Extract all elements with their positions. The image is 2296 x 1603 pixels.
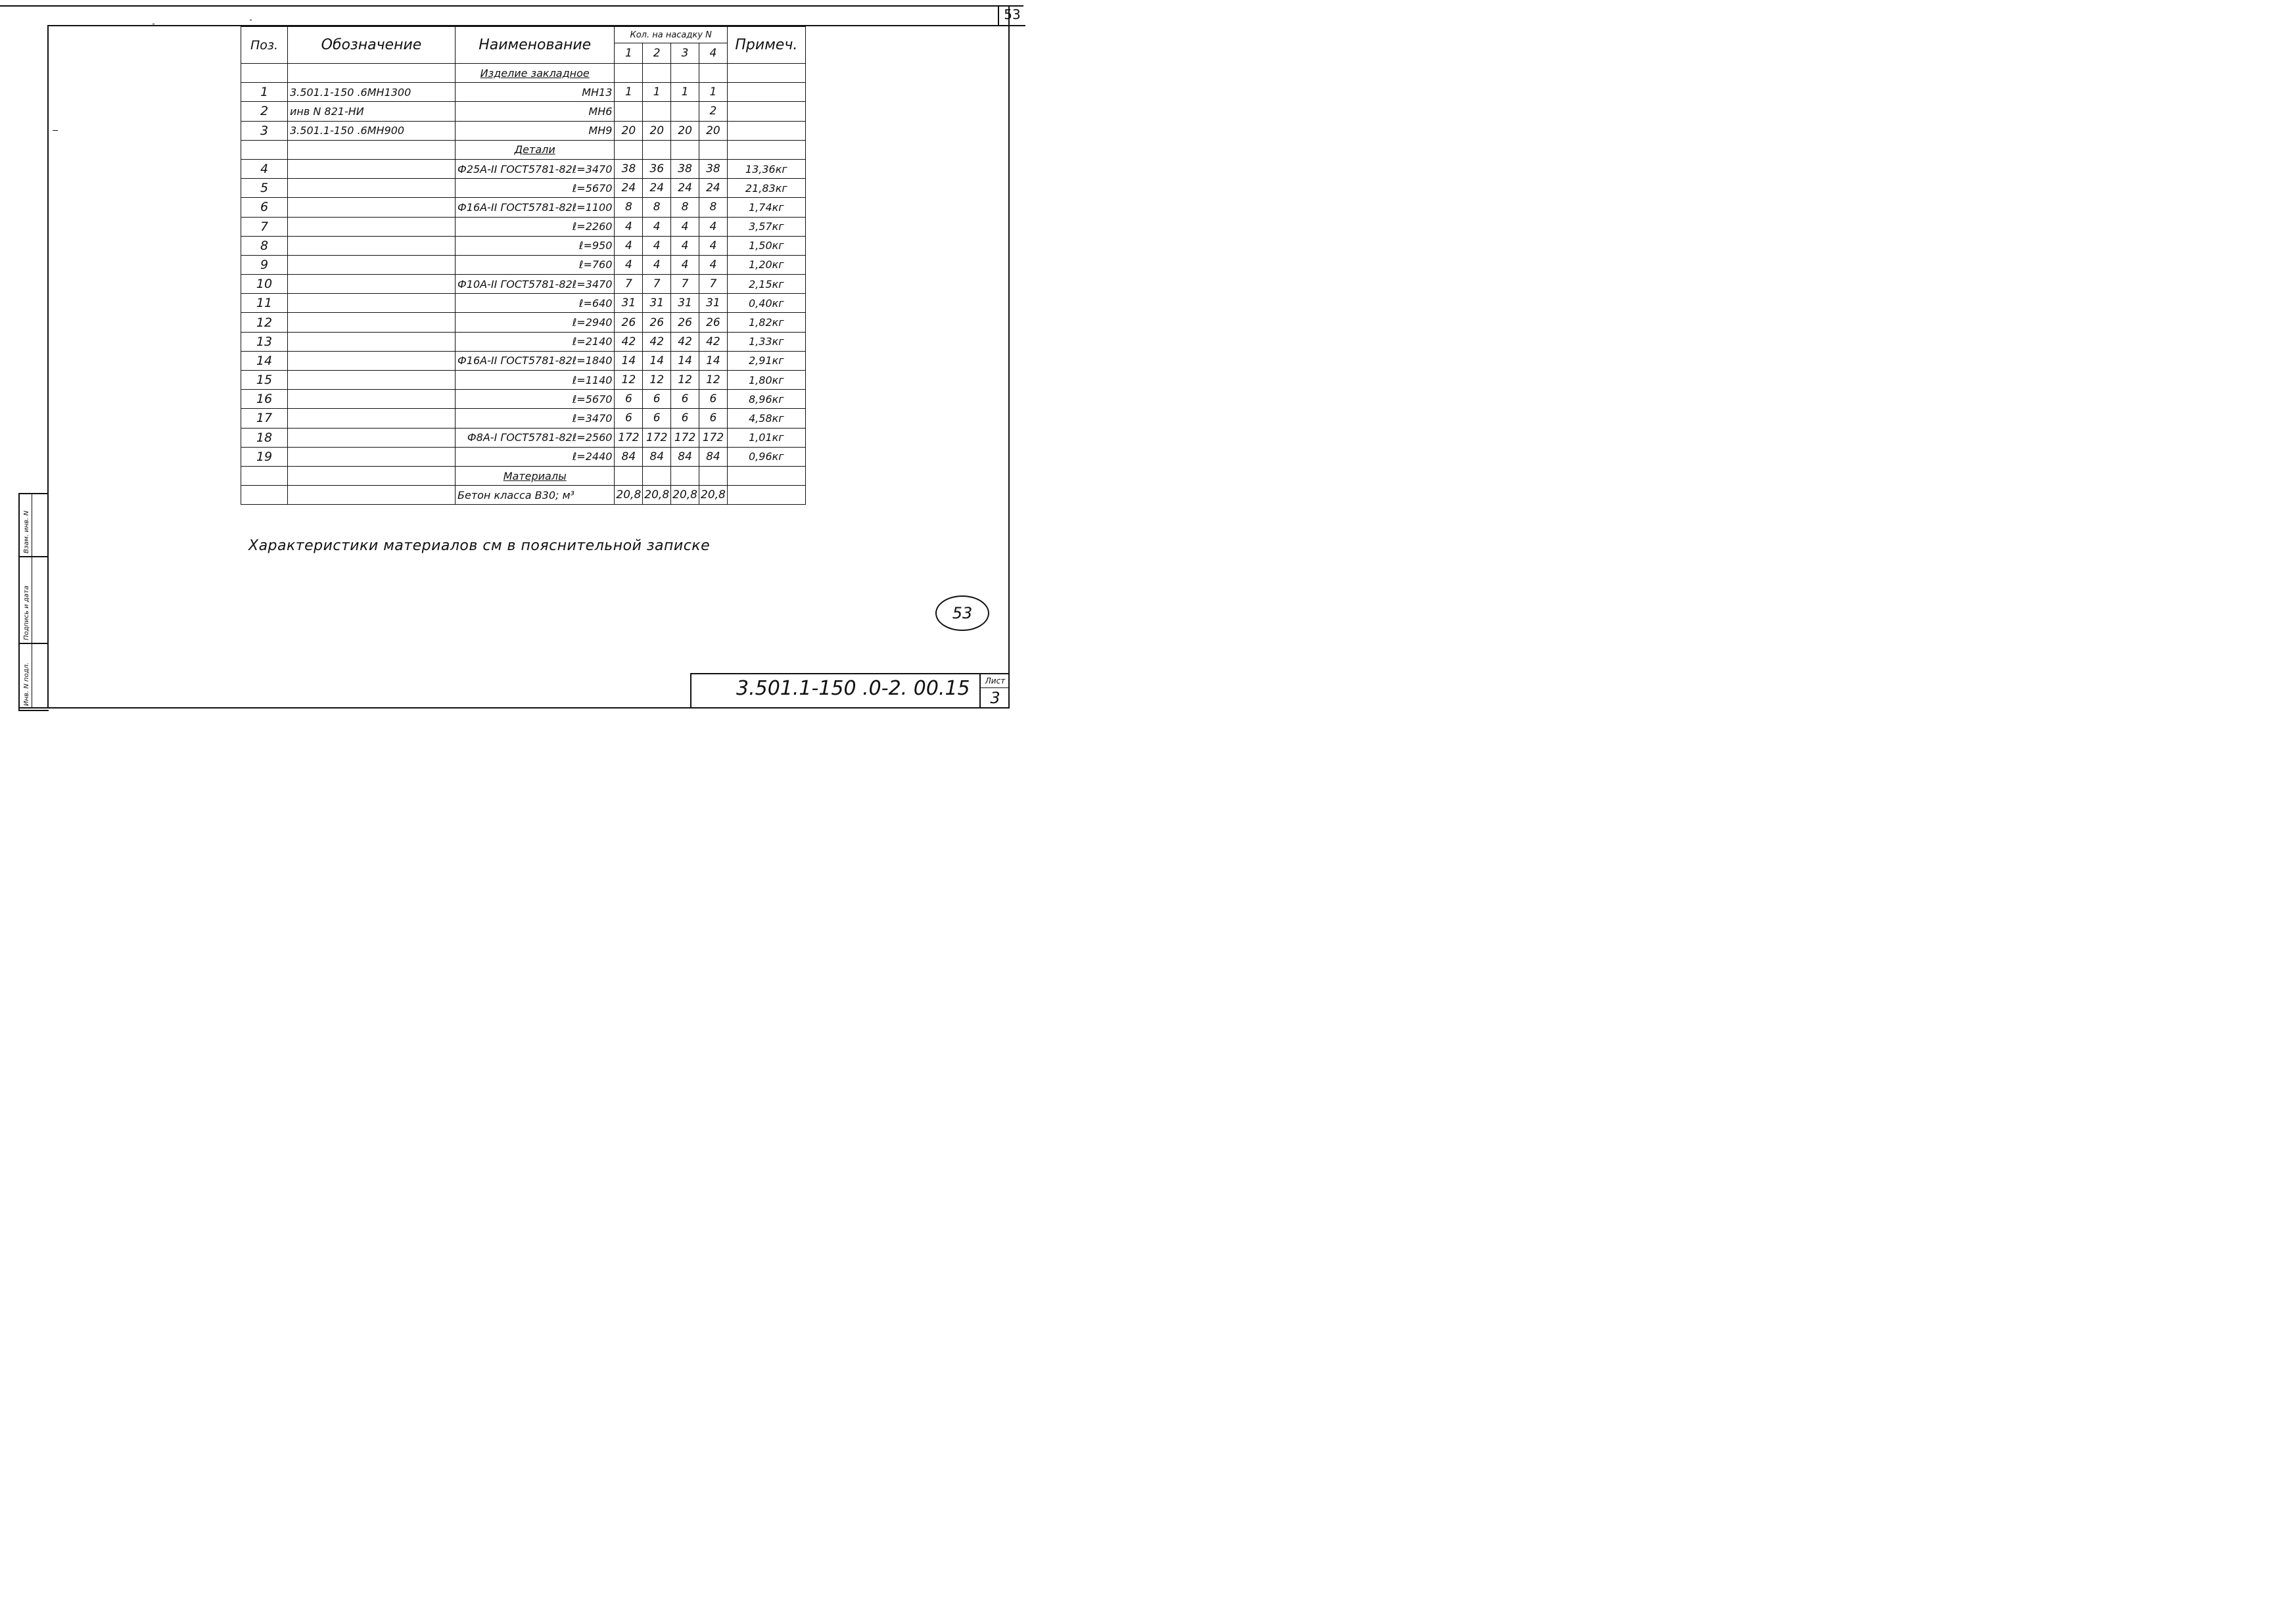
cell-qty: 42 — [699, 332, 728, 351]
cell-pos: 19 — [241, 447, 288, 466]
cell-name: ℓ=1140 — [456, 371, 615, 390]
cell-designation — [288, 217, 456, 236]
cell-designation — [288, 428, 456, 447]
table-row — [241, 64, 806, 83]
cell-name: ℓ=3470 — [456, 409, 615, 428]
cell-qty: 84 — [615, 447, 643, 466]
cell-pos: 7 — [241, 217, 288, 236]
cell-qty — [615, 140, 643, 159]
page-number: 53 — [998, 5, 1025, 26]
table-row — [241, 313, 806, 332]
cell-qty: 12 — [615, 371, 643, 390]
cell-note: 0,96кг — [727, 447, 805, 466]
cell-name: Ф16А-II ГОСТ5781-82ℓ=1840 — [456, 351, 615, 370]
cell-designation — [288, 390, 456, 409]
cell-pos: 11 — [241, 294, 288, 313]
cell-qty: 172 — [643, 428, 671, 447]
cell-qty: 38 — [671, 159, 699, 178]
cell-qty: 4 — [671, 217, 699, 236]
cell-note: 3,57кг — [727, 217, 805, 236]
cell-qty: 20 — [671, 121, 699, 140]
cell-qty — [671, 466, 699, 485]
cell-qty: 4 — [671, 236, 699, 255]
cell-note: 13,36кг — [727, 159, 805, 178]
cell-qty: 36 — [643, 159, 671, 178]
cell-qty: 84 — [699, 447, 728, 466]
cell-qty: 20,8 — [615, 486, 643, 505]
cell-pos — [241, 466, 288, 485]
cell-name: ℓ=950 — [456, 236, 615, 255]
cell-qty: 6 — [615, 409, 643, 428]
table-row — [241, 466, 806, 485]
cell-pos: 16 — [241, 390, 288, 409]
cell-name: МН6 — [456, 102, 615, 121]
cell-qty: 4 — [643, 255, 671, 274]
table-row — [241, 198, 806, 217]
cell-qty: 31 — [615, 294, 643, 313]
cell-qty: 4 — [699, 236, 728, 255]
cell-pos: 9 — [241, 255, 288, 274]
cell-qty: 4 — [699, 255, 728, 274]
cell-pos: 1 — [241, 83, 288, 102]
cell-qty — [643, 64, 671, 83]
table-row — [241, 332, 806, 351]
cell-qty: 38 — [699, 159, 728, 178]
side-stamp — [18, 493, 49, 711]
cell-name: ℓ=5670 — [456, 179, 615, 198]
cell-qty — [615, 466, 643, 485]
cell-qty: 4 — [615, 217, 643, 236]
cell-qty: 4 — [643, 217, 671, 236]
header-designation: Обозначение — [288, 27, 456, 64]
cell-qty: 172 — [699, 428, 728, 447]
cell-name: Материалы — [456, 466, 615, 485]
cell-note: 1,33кг — [727, 332, 805, 351]
cell-qty: 172 — [615, 428, 643, 447]
cell-designation — [288, 466, 456, 485]
cell-qty: 26 — [671, 313, 699, 332]
cell-name: МН13 — [456, 83, 615, 102]
cell-qty — [699, 140, 728, 159]
cell-pos — [241, 64, 288, 83]
cell-qty: 14 — [615, 351, 643, 370]
sheet-number: 3 — [990, 689, 1000, 707]
cell-designation — [288, 332, 456, 351]
cell-pos: 15 — [241, 371, 288, 390]
cell-qty: 42 — [671, 332, 699, 351]
cell-qty: 12 — [671, 371, 699, 390]
cell-note: 2,15кг — [727, 275, 805, 294]
side-stamp-label: Инв. N подл. — [23, 662, 30, 706]
cell-pos — [241, 140, 288, 159]
cell-qty: 14 — [643, 351, 671, 370]
table-row — [241, 159, 806, 178]
table-row — [241, 371, 806, 390]
cell-qty: 24 — [643, 179, 671, 198]
table-row — [241, 428, 806, 447]
table-row — [241, 390, 806, 409]
cell-name: Ф8А-I ГОСТ5781-82ℓ=2560 — [456, 428, 615, 447]
cell-qty: 6 — [643, 390, 671, 409]
cell-designation — [288, 313, 456, 332]
cell-designation — [288, 198, 456, 217]
cell-qty: 20,8 — [699, 486, 728, 505]
cell-qty: 6 — [671, 390, 699, 409]
header-note: Примеч. — [727, 27, 805, 64]
cell-note — [727, 121, 805, 140]
document-code: 3.501.1-150 .0-2. 00.15 — [736, 677, 970, 700]
cell-qty: 172 — [671, 428, 699, 447]
cell-qty: 20 — [643, 121, 671, 140]
cell-qty: 1 — [699, 83, 728, 102]
header-qty-col: 2 — [643, 43, 671, 64]
cell-qty: 38 — [615, 159, 643, 178]
cell-pos — [241, 486, 288, 505]
cell-qty: 20,8 — [643, 486, 671, 505]
cell-qty: 26 — [615, 313, 643, 332]
side-stamp-cell — [20, 494, 47, 557]
cell-name: Ф16А-II ГОСТ5781-82ℓ=1100 — [456, 198, 615, 217]
cell-note — [727, 102, 805, 121]
cell-note: 1,74кг — [727, 198, 805, 217]
cell-qty: 6 — [643, 409, 671, 428]
cell-note: 4,58кг — [727, 409, 805, 428]
cell-note — [727, 466, 805, 485]
header-qty: Кол. на насадку N — [615, 27, 727, 43]
cell-qty: 1 — [671, 83, 699, 102]
cell-qty: 6 — [615, 390, 643, 409]
table-row — [241, 351, 806, 370]
cell-pos: 13 — [241, 332, 288, 351]
specification-body — [241, 64, 806, 505]
cell-qty — [643, 140, 671, 159]
table-row — [241, 447, 806, 466]
cell-pos: 4 — [241, 159, 288, 178]
cell-qty: 42 — [615, 332, 643, 351]
cell-name: Изделие закладное — [456, 64, 615, 83]
table-row — [241, 409, 806, 428]
cell-qty: 42 — [643, 332, 671, 351]
header-qty-col: 4 — [699, 43, 728, 64]
cell-designation — [288, 64, 456, 83]
cell-designation — [288, 255, 456, 274]
cell-pos: 17 — [241, 409, 288, 428]
cell-qty: 20 — [615, 121, 643, 140]
cell-pos: 14 — [241, 351, 288, 370]
table-row — [241, 102, 806, 121]
stray-mark — [53, 130, 58, 131]
cell-note — [727, 140, 805, 159]
cell-pos: 10 — [241, 275, 288, 294]
side-stamp-label: Подпись и дата — [23, 586, 30, 640]
cell-qty: 24 — [699, 179, 728, 198]
cell-qty: 31 — [643, 294, 671, 313]
cell-designation: инв N 821-НИ — [288, 102, 456, 121]
cell-qty: 84 — [671, 447, 699, 466]
cell-qty: 7 — [615, 275, 643, 294]
cell-qty: 8 — [643, 198, 671, 217]
cell-qty: 14 — [699, 351, 728, 370]
cell-name: ℓ=5670 — [456, 390, 615, 409]
cell-designation — [288, 140, 456, 159]
cell-qty: 24 — [671, 179, 699, 198]
cell-qty: 6 — [699, 390, 728, 409]
table-row — [241, 179, 806, 198]
cell-note: 21,83кг — [727, 179, 805, 198]
cell-qty — [643, 102, 671, 121]
cell-qty: 14 — [671, 351, 699, 370]
cell-designation — [288, 371, 456, 390]
frame-right-line — [1008, 5, 1010, 709]
cell-note: 1,82кг — [727, 313, 805, 332]
cell-qty: 1 — [615, 83, 643, 102]
cell-name: ℓ=2440 — [456, 447, 615, 466]
cell-qty: 31 — [671, 294, 699, 313]
cell-qty: 1 — [643, 83, 671, 102]
table-row — [241, 294, 806, 313]
cell-pos: 8 — [241, 236, 288, 255]
table-row — [241, 275, 806, 294]
cell-pos: 5 — [241, 179, 288, 198]
cell-designation: 3.501.1-150 .6МН1300 — [288, 83, 456, 102]
cell-designation: 3.501.1-150 .6МН900 — [288, 121, 456, 140]
cell-qty: 4 — [615, 255, 643, 274]
cell-note — [727, 64, 805, 83]
table-row — [241, 486, 806, 505]
cell-qty: 20 — [699, 121, 728, 140]
cell-note: 1,20кг — [727, 255, 805, 274]
header-pos: Поз. — [241, 27, 288, 64]
cell-name: Ф10А-II ГОСТ5781-82ℓ=3470 — [456, 275, 615, 294]
side-stamp-cell — [20, 557, 47, 644]
header-qty-col: 3 — [671, 43, 699, 64]
side-stamp-cell — [20, 644, 47, 709]
cell-qty: 24 — [615, 179, 643, 198]
cell-qty: 8 — [615, 198, 643, 217]
cell-name: Ф25А-II ГОСТ5781-82ℓ=3470 — [456, 159, 615, 178]
cell-qty: 4 — [643, 236, 671, 255]
cell-note: 1,01кг — [727, 428, 805, 447]
table-row — [241, 255, 806, 274]
cell-designation — [288, 179, 456, 198]
cell-name: ℓ=640 — [456, 294, 615, 313]
cell-qty — [699, 466, 728, 485]
cell-note: 1,80кг — [727, 371, 805, 390]
cell-designation — [288, 486, 456, 505]
cell-qty — [615, 64, 643, 83]
cell-qty — [643, 466, 671, 485]
cell-note: 8,96кг — [727, 390, 805, 409]
cell-qty — [671, 102, 699, 121]
cell-qty: 7 — [699, 275, 728, 294]
cell-qty — [671, 140, 699, 159]
cell-qty: 4 — [671, 255, 699, 274]
cell-qty: 12 — [643, 371, 671, 390]
cell-qty: 4 — [615, 236, 643, 255]
side-stamp-label: Взам. инв. N — [23, 511, 30, 553]
cell-designation — [288, 409, 456, 428]
materials-note: Характеристики материалов см в пояснительной записке — [248, 538, 711, 554]
cell-name: ℓ=2140 — [456, 332, 615, 351]
cell-note: 2,91кг — [727, 351, 805, 370]
specification-table — [241, 26, 806, 505]
cell-name: ℓ=2260 — [456, 217, 615, 236]
cell-qty — [671, 64, 699, 83]
cell-pos: 18 — [241, 428, 288, 447]
cell-qty: 6 — [671, 409, 699, 428]
table-row — [241, 236, 806, 255]
cell-name: МН9 — [456, 121, 615, 140]
cell-pos: 3 — [241, 121, 288, 140]
cell-note — [727, 83, 805, 102]
cell-note: 1,50кг — [727, 236, 805, 255]
cell-qty: 31 — [699, 294, 728, 313]
cell-qty — [699, 64, 728, 83]
cell-designation — [288, 351, 456, 370]
cell-note: 0,40кг — [727, 294, 805, 313]
cell-designation — [288, 159, 456, 178]
cell-pos: 2 — [241, 102, 288, 121]
cell-qty: 6 — [699, 409, 728, 428]
cell-qty: 26 — [643, 313, 671, 332]
table-row — [241, 217, 806, 236]
cell-qty: 84 — [643, 447, 671, 466]
cell-note — [727, 486, 805, 505]
cell-qty: 12 — [699, 371, 728, 390]
cell-name: Бетон класса В30; м³ — [456, 486, 615, 505]
header-name: Наименование — [456, 27, 615, 64]
cell-qty — [615, 102, 643, 121]
cell-qty: 7 — [671, 275, 699, 294]
cell-qty: 8 — [699, 198, 728, 217]
cell-name: ℓ=760 — [456, 255, 615, 274]
sheet-box — [979, 673, 1010, 709]
cell-pos: 12 — [241, 313, 288, 332]
cell-qty: 20,8 — [671, 486, 699, 505]
frame-top-line — [0, 5, 1023, 7]
cell-designation — [288, 447, 456, 466]
cell-designation — [288, 275, 456, 294]
cell-designation — [288, 294, 456, 313]
table-row — [241, 121, 806, 140]
sheet-label: Лист — [981, 674, 1010, 688]
cell-pos: 6 — [241, 198, 288, 217]
table-row — [241, 83, 806, 102]
sheet-number-stamp: 53 — [935, 595, 989, 631]
cell-designation — [288, 236, 456, 255]
cell-qty: 8 — [671, 198, 699, 217]
cell-qty: 26 — [699, 313, 728, 332]
cell-qty: 7 — [643, 275, 671, 294]
cell-qty: 4 — [699, 217, 728, 236]
cell-name: ℓ=2940 — [456, 313, 615, 332]
header-qty-col: 1 — [615, 43, 643, 64]
table-row — [241, 140, 806, 159]
cell-name: Детали — [456, 140, 615, 159]
cell-qty: 2 — [699, 102, 728, 121]
